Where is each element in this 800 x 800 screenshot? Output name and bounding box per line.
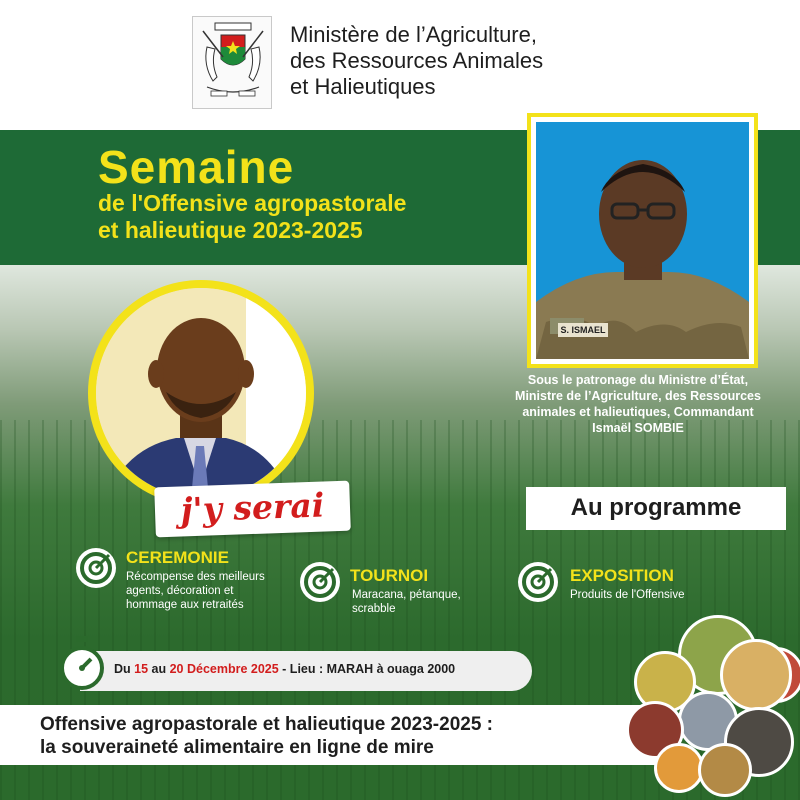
programme-item-desc: [352, 588, 461, 616]
attendance-banner-text: j'y serai: [180, 485, 325, 530]
slogan-line: Offensive agropastorale et halieutique 2023-2025 :: [40, 714, 494, 735]
patronage-line: Ministre de l’Agriculture, des Ressources: [515, 389, 761, 403]
header: [0, 0, 800, 130]
programme-header: [526, 487, 786, 530]
ministry-name: [290, 22, 543, 100]
potato-photo: [720, 639, 792, 711]
event-title: Semaine: [98, 141, 295, 193]
attendance-banner: [154, 481, 351, 538]
event-subtitle-line: de l'Offensive agropastorale: [98, 190, 407, 216]
programme-item-desc-line: scrabble: [352, 603, 396, 615]
date-prefix: Du: [114, 662, 135, 676]
mango-photo: [654, 743, 704, 793]
ministry-line: et Halieutiques: [290, 74, 436, 99]
patronage-rank: Commandant: [673, 405, 754, 419]
programme-item-desc: [126, 570, 265, 612]
patronage-line: animales et halieutiques,: [522, 405, 671, 419]
event-subtitle-line: et halieutique 2023-2025: [98, 217, 363, 243]
programme-item-title: CEREMONIE: [126, 548, 229, 567]
target-icon: [518, 562, 558, 602]
ministry-line: des Ressources Animales: [290, 48, 544, 73]
date-mid: au: [148, 662, 170, 676]
guest-photo-ring: [88, 280, 314, 506]
stopwatch-icon: [58, 636, 106, 692]
grain-bag-photo: [698, 743, 752, 797]
programme-item-desc-line: Maracana, pétanque,: [352, 589, 461, 601]
programme-item-desc: [570, 588, 685, 602]
patronage-line: Sous le patronage du Ministre d’État,: [527, 373, 749, 387]
programme-item-desc-line: Récompense des meilleurs: [126, 571, 265, 583]
minister-photo-frame: [527, 113, 758, 368]
slogan-line: la souveraineté alimentaire en ligne de mire: [40, 737, 434, 758]
programme-label: Au programme: [570, 494, 742, 521]
minister-photo: [536, 122, 749, 359]
programme-item-desc-line: agents, décoration et: [126, 585, 234, 597]
date-location-pill: [80, 651, 532, 691]
programme-item-title: EXPOSITION: [570, 566, 674, 585]
target-icon: [76, 548, 116, 588]
event-subtitle: [98, 190, 406, 244]
target-icon: [300, 562, 340, 602]
ministry-line: Ministère de l’Agriculture,: [290, 22, 537, 47]
date-start: 15: [134, 662, 149, 676]
guest-photo: [96, 288, 306, 498]
products-collage: [620, 615, 800, 800]
date-location: - Lieu : MARAH à ouaga 2000: [278, 662, 456, 676]
slogan-strip: [0, 705, 660, 765]
programme-item-desc-line: hommage aux retraités: [126, 599, 244, 611]
patronage-text: [488, 372, 788, 436]
patronage-name: Ismaël SOMBIE: [592, 421, 684, 435]
programme-item-title: TOURNOI: [350, 566, 429, 585]
date-location-text: [114, 662, 455, 676]
date-end: 20 Décembre 2025: [169, 662, 279, 676]
slogan-text: [40, 713, 493, 759]
programme-item-desc-line: Produits de l'Offensive: [570, 589, 685, 601]
minister-name-tag: S. ISMAEL: [558, 323, 608, 337]
coat-of-arms-icon: [192, 16, 272, 109]
